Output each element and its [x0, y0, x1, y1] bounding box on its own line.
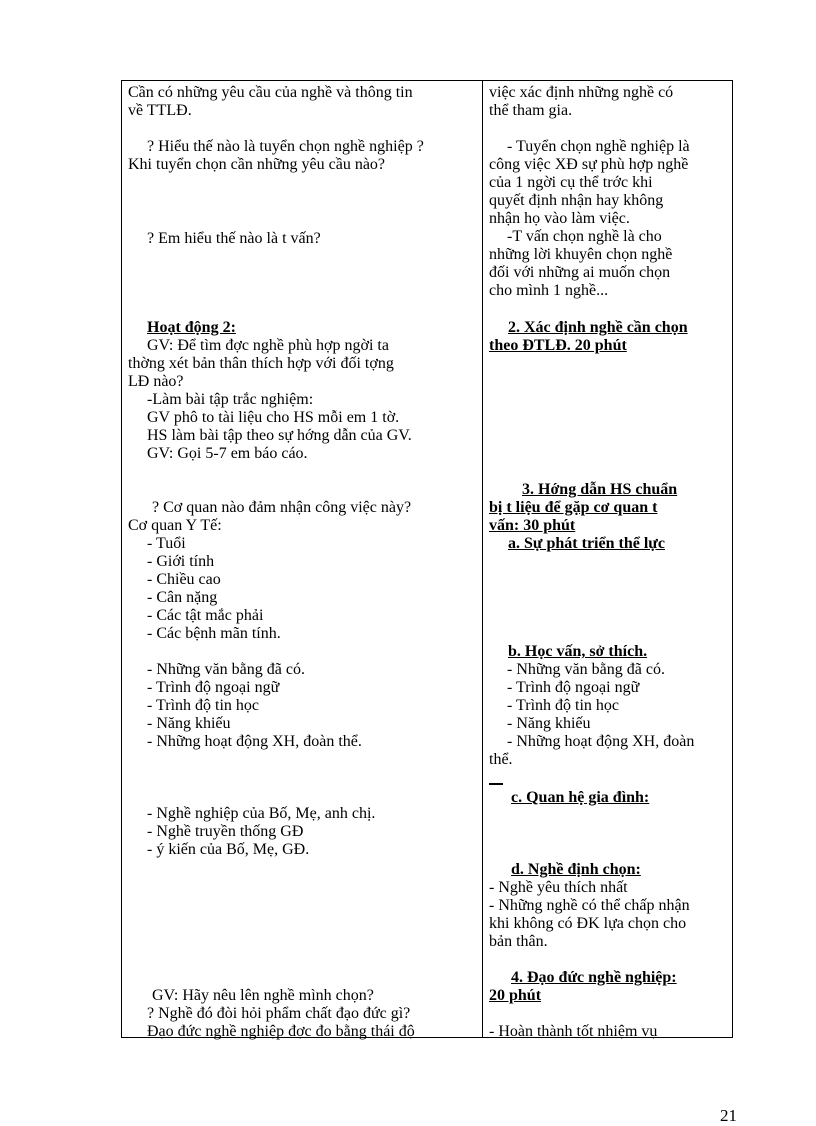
- dash-mark: [489, 783, 503, 785]
- right_column-heading: a. Sự phát triển thể lực: [508, 535, 665, 552]
- right_column-line: cho mình 1 nghề...: [489, 282, 609, 299]
- left_column-line: ? Hiểu thế nào là tuyển chọn nghề nghiệp ?: [147, 138, 424, 155]
- right_column-line: -T vấn chọn nghề là cho: [507, 228, 662, 245]
- right_column-line: thể.: [489, 751, 513, 768]
- left_column-heading: Hoạt động 2:: [147, 319, 236, 336]
- left_column-line: Đạo đức nghề nghiệp đợc đo bằng thái độ: [147, 1023, 415, 1040]
- right_column-line: công việc XĐ sự phù hợp nghề: [489, 156, 689, 173]
- left_column-line: - Những văn bằng đã có.: [147, 661, 305, 678]
- right_column-line: - Những nghề có thể chấp nhận: [489, 897, 690, 914]
- left_column-line: - Cân nặng: [147, 589, 218, 606]
- left_column-line: Cần có những yêu cầu của nghề và thông tin: [128, 84, 413, 101]
- right_column-heading: 20 phút: [489, 987, 542, 1004]
- left_column-line: GV: Để tìm đợc nghề phù hợp ngời ta: [147, 337, 389, 354]
- right_column-line: - Trình độ tin học: [507, 697, 620, 714]
- right_column-heading: d. Nghề định chọn:: [511, 861, 641, 878]
- right_column-heading: vấn: 30 phút: [489, 517, 576, 534]
- left_column-line: GV: Hãy nêu lên nghề mình chọn?: [152, 987, 374, 1004]
- right_column-line: - Tuyển chọn nghề nghiệp là: [507, 138, 690, 155]
- left_column-line: - Các bệnh mãn tính.: [147, 625, 281, 642]
- left_column-line: về TTLĐ.: [128, 102, 192, 119]
- column-divider: [482, 80, 483, 1038]
- left_column-line: - Nghề nghiệp của Bố, Mẹ, anh chị.: [147, 805, 376, 822]
- right_column-line: - Trình độ ngoại ngữ: [507, 679, 640, 696]
- left_column-line: - Chiều cao: [147, 571, 221, 588]
- left_column-line: - Tuổi: [147, 535, 186, 552]
- left_column-line: HS làm bài tập theo sự hớng dẫn của GV.: [147, 427, 412, 444]
- right_column-line: khi không có ĐK lựa chọn cho: [489, 915, 687, 932]
- left_column-line: ? Em hiểu thế nào là t vấn?: [147, 230, 321, 247]
- right_column-line: những lời khuyên chọn nghề: [489, 246, 673, 263]
- left_column-line: thờng xét bản thân thích hợp với đối tợng: [128, 355, 394, 372]
- right_column-heading: 3. Hớng dẫn HS chuẩn: [522, 481, 678, 498]
- right_column-line: - Nghề yêu thích nhất: [489, 879, 628, 896]
- left_column-line: - Các tật mắc phải: [147, 607, 264, 624]
- right_column-heading: 4. Đạo đức nghề nghiệp:: [511, 969, 677, 986]
- right_column-heading: c. Quan hệ gia đình:: [511, 789, 650, 806]
- left_column-line: Khi tuyển chọn cần những yêu cầu nào?: [128, 156, 386, 173]
- right_column-line: quyết định nhận hay không: [489, 192, 664, 209]
- right_column-line: đối với những ai muốn chọn: [489, 264, 671, 281]
- left_column-line: LĐ nào?: [128, 373, 184, 390]
- right_column-line: thể tham gia.: [489, 102, 573, 119]
- left_column-line: GV: Gọi 5-7 em báo cáo.: [147, 445, 308, 462]
- left_column-line: - Trình độ ngoại ngữ: [147, 679, 280, 696]
- left_column-line: - Những hoạt động XH, đoàn thể.: [147, 733, 362, 750]
- right_column-line: nhận họ vào làm việc.: [489, 210, 630, 227]
- page-number: 21: [720, 1106, 737, 1125]
- left_column-line: Cơ quan Y Tế:: [128, 517, 222, 534]
- left_column-line: - Nghề truyền thống GĐ: [147, 823, 304, 840]
- right_column-line: của 1 ngời cụ thể trớc khi: [489, 174, 653, 191]
- left_column-line: - Giới tính: [147, 553, 215, 570]
- left_column-line: GV phô to tài liệu cho HS mỗi em 1 tờ.: [147, 409, 400, 426]
- right_column-line: bản thân.: [489, 933, 548, 950]
- right_column-line: - Năng khiếu: [507, 715, 591, 732]
- left_column-line: - Trình độ tin học: [147, 697, 260, 714]
- left_column-line: ? Nghề đó đòi hỏi phẩm chất đạo đức gì?: [147, 1005, 411, 1022]
- right_column-heading: b. Học vấn, sở thích.: [508, 643, 648, 660]
- right_column-line: việc xác định những nghề có: [489, 84, 674, 101]
- right_column-heading: 2. Xác định nghề cần chọn: [508, 319, 688, 336]
- right_column-line: - Hoàn thành tốt nhiệm vụ: [489, 1023, 658, 1040]
- right_column-line: - Những hoạt động XH, đoàn: [507, 733, 695, 750]
- left_column-line: -Làm bài tập trắc nghiệm:: [147, 391, 314, 408]
- left_column-line: ? Cơ quan nào đảm nhận công việc này?: [152, 499, 412, 516]
- right_column-heading: theo ĐTLĐ. 20 phút: [489, 337, 627, 354]
- right_column-heading: bị t liệu để gặp cơ quan t: [489, 499, 658, 516]
- right_column-line: - Những văn bằng đã có.: [507, 661, 665, 678]
- left_column-line: - ý kiến của Bố, Mẹ, GĐ.: [147, 841, 310, 858]
- left_column-line: - Năng khiếu: [147, 715, 231, 732]
